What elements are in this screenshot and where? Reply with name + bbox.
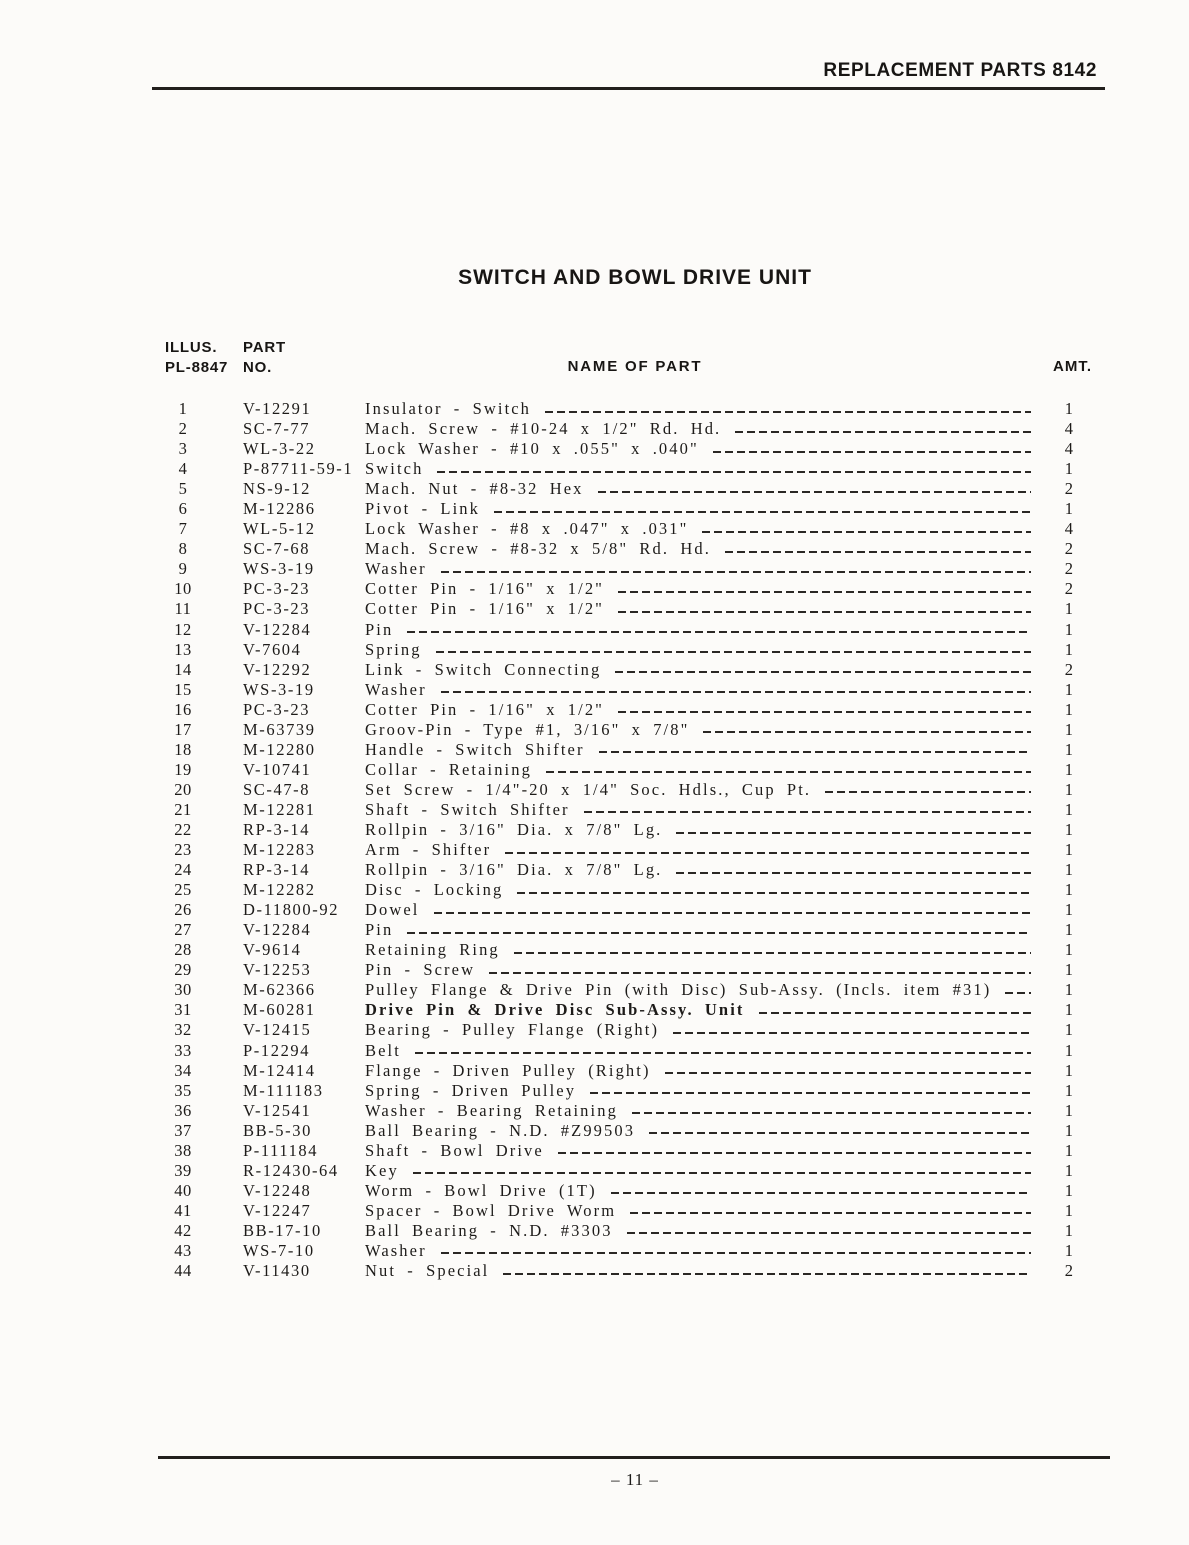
amount-cell: 1: [1064, 1100, 1073, 1120]
part-number-cell: WL-3-22: [243, 439, 316, 459]
amount-cell: 1: [1064, 960, 1073, 980]
dash-leader: [514, 952, 1031, 954]
illus-number-cell: 1: [178, 399, 188, 419]
illus-number-cell: 24: [174, 860, 192, 880]
illus-number-cell: 4: [178, 459, 188, 479]
illus-number-cell: 15: [174, 679, 192, 699]
part-number-cell: V-12284: [243, 920, 312, 940]
dash-leader: [415, 1052, 1031, 1054]
amount-cell: 1: [1064, 1220, 1073, 1240]
illus-number-cell: 32: [174, 1020, 192, 1040]
illus-number-cell: 5: [178, 479, 188, 499]
amount-cell: 1: [1064, 1240, 1073, 1260]
dash-leader: [503, 1273, 1031, 1275]
table-row: [162, 1141, 1073, 1161]
illus-number-cell: 8: [178, 539, 188, 559]
table-row: [162, 1241, 1073, 1261]
table-row: [162, 479, 1073, 499]
part-number-cell: P-12294: [243, 1040, 311, 1060]
dash-leader: [598, 491, 1031, 493]
table-row: [162, 940, 1073, 960]
table-row: [162, 660, 1073, 680]
illus-number-cell: 26: [174, 900, 192, 920]
dash-leader: [489, 972, 1031, 974]
part-name-cell: Lock Washer - #10 x .055" x .040": [365, 439, 699, 459]
amount-cell: 2: [1064, 539, 1073, 559]
amount-cell: 1: [1064, 820, 1073, 839]
part-number-cell: M-63739: [243, 719, 316, 739]
part-number-cell: D-11800-92: [243, 900, 340, 920]
table-row: [162, 419, 1073, 439]
table-row: [162, 960, 1073, 980]
illus-number-cell: 9: [178, 559, 188, 579]
table-row: [162, 459, 1073, 479]
part-number-cell: M-111183: [243, 1080, 324, 1100]
table-row: [162, 820, 1073, 840]
illus-number-cell: 14: [174, 659, 192, 679]
part-name-cell: Pin - Screw: [365, 960, 476, 980]
part-name-cell: Mach. Screw - #10-24 x 1/2" Rd. Hd.: [365, 419, 722, 439]
amount-cell: 4: [1064, 419, 1073, 439]
illus-number-cell: 20: [174, 779, 192, 799]
part-number-cell: P-87711-59-1: [243, 459, 354, 479]
dash-leader: [590, 1092, 1031, 1094]
table-row: [162, 499, 1073, 519]
part-name-cell: Set Screw - 1/4"-20 x 1/4" Soc. Hdls., Cup Pt.: [365, 779, 812, 799]
part-name-cell: Washer - Bearing Retaining: [365, 1100, 618, 1120]
dash-leader: [441, 691, 1031, 693]
table-row: [162, 579, 1073, 599]
illus-number-cell: 40: [174, 1180, 192, 1200]
part-name-cell: Mach. Screw - #8-32 x 5/8" Rd. Hd.: [365, 539, 711, 559]
part-number-cell: M-12283: [243, 840, 316, 860]
table-row: [162, 559, 1073, 579]
illus-number-cell: 21: [174, 799, 192, 819]
part-name-cell: Worm - Bowl Drive (1T): [365, 1180, 597, 1200]
part-number-cell: RP-3-14: [243, 860, 311, 880]
dash-leader: [725, 551, 1031, 553]
amount-cell: 1: [1064, 1200, 1073, 1220]
part-number-cell: SC-7-77: [243, 419, 311, 439]
table-row: [162, 900, 1073, 920]
illus-number-cell: 11: [174, 599, 192, 619]
part-name-cell: Collar - Retaining: [365, 759, 532, 779]
dash-leader: [407, 932, 1031, 934]
part-name-cell: Pivot - Link: [365, 499, 480, 519]
part-number-cell: M-12414: [243, 1060, 316, 1080]
column-header-illus-label: ILLUS.: [165, 339, 218, 356]
dash-leader: [676, 832, 1031, 834]
dash-leader: [599, 751, 1031, 753]
part-name-cell: Key: [365, 1160, 399, 1180]
dash-leader: [759, 1012, 1032, 1014]
illus-number-cell: 6: [178, 499, 188, 519]
part-number-cell: V-12253: [243, 960, 312, 980]
illus-number-cell: 35: [174, 1080, 192, 1100]
table-row: [162, 780, 1073, 800]
column-header-part-label: PART: [243, 339, 286, 356]
illus-number-cell: 38: [174, 1140, 192, 1160]
dash-leader: [673, 1032, 1031, 1034]
illus-number-cell: 34: [174, 1060, 192, 1080]
table-row: [162, 1121, 1073, 1141]
part-number-cell: V-9614: [243, 940, 302, 960]
amount-cell: 1: [1064, 1060, 1073, 1080]
header-rule: [152, 87, 1105, 90]
part-name-cell: Spring - Driven Pulley: [365, 1080, 577, 1100]
part-number-cell: PC-3-23: [243, 579, 311, 599]
dash-leader: [665, 1072, 1031, 1074]
part-number-cell: V-12248: [243, 1180, 312, 1200]
illus-number-cell: 17: [174, 719, 192, 739]
part-number-cell: V-12284: [243, 619, 312, 639]
illus-number-cell: 36: [174, 1100, 192, 1120]
dash-leader: [632, 1112, 1031, 1114]
illus-number-cell: 2: [178, 419, 188, 439]
amount-cell: 1: [1064, 699, 1073, 719]
page-number: – 11 –: [611, 1470, 659, 1489]
dash-leader: [735, 431, 1031, 433]
part-number-cell: RP-3-14: [243, 820, 311, 839]
part-number-cell: WS-3-19: [243, 559, 315, 579]
part-number-cell: M-12286: [243, 499, 316, 519]
illus-number-cell: 28: [174, 940, 192, 960]
table-row: [162, 519, 1073, 539]
part-name-cell: Flange - Driven Pulley (Right): [365, 1060, 651, 1080]
part-name-cell: Cotter Pin - 1/16" x 1/2": [365, 579, 605, 599]
illus-number-cell: 18: [174, 739, 192, 759]
part-name-cell: Shaft - Bowl Drive: [365, 1140, 544, 1160]
amount-cell: 1: [1064, 1080, 1073, 1100]
dash-leader: [627, 1232, 1031, 1234]
table-row: [162, 439, 1073, 459]
dash-leader: [618, 711, 1031, 713]
dash-leader: [413, 1172, 1031, 1174]
table-row: [162, 1041, 1073, 1061]
amount-cell: 1: [1064, 1040, 1073, 1060]
amount-cell: 2: [1064, 479, 1073, 499]
illus-number-cell: 31: [174, 1000, 192, 1020]
dash-leader: [494, 511, 1031, 513]
illus-number-cell: 44: [174, 1261, 192, 1281]
table-row: [162, 640, 1073, 660]
dash-leader: [630, 1212, 1031, 1214]
dash-leader: [649, 1132, 1031, 1134]
amount-cell: 1: [1064, 920, 1073, 940]
part-name-cell: Link - Switch Connecting: [365, 659, 602, 679]
part-name-cell: Bearing - Pulley Flange (Right): [365, 1020, 660, 1040]
amount-cell: 1: [1064, 759, 1073, 779]
part-number-cell: SC-47-8: [243, 779, 311, 799]
parts-table: [162, 399, 1073, 1281]
amount-cell: 1: [1064, 719, 1073, 739]
part-number-cell: V-11430: [243, 1261, 311, 1281]
illus-number-cell: 7: [178, 519, 188, 539]
table-row: [162, 980, 1073, 1000]
part-number-cell: BB-17-10: [243, 1220, 322, 1240]
illus-number-cell: 30: [174, 980, 192, 1000]
part-name-cell: Shaft - Switch Shifter: [365, 799, 570, 819]
part-number-cell: PC-3-23: [243, 599, 311, 619]
table-row: [162, 539, 1073, 559]
part-number-cell: V-12247: [243, 1200, 312, 1220]
dash-leader: [703, 731, 1031, 733]
table-row: [162, 620, 1073, 640]
illus-number-cell: 27: [174, 920, 192, 940]
illus-number-cell: 19: [174, 759, 192, 779]
dash-leader: [436, 651, 1031, 653]
part-number-cell: V-12292: [243, 659, 312, 679]
table-row: [162, 1161, 1073, 1181]
page-title: SWITCH AND BOWL DRIVE UNIT: [458, 266, 812, 289]
part-name-cell: Groov-Pin - Type #1, 3/16" x 7/8": [365, 719, 690, 739]
amount-cell: 1: [1064, 860, 1073, 880]
part-number-cell: PC-3-23: [243, 699, 311, 719]
part-number-cell: V-12291: [243, 399, 312, 419]
amount-cell: 1: [1064, 779, 1073, 799]
column-header-name-of-part: NAME OF PART: [567, 358, 703, 375]
part-number-cell: M-12281: [243, 799, 316, 819]
part-number-cell: V-12541: [243, 1100, 312, 1120]
amount-cell: 1: [1064, 1180, 1073, 1200]
part-name-cell: Pulley Flange & Drive Pin (with Disc) Sub-Assy. (Incls. item #31): [365, 980, 992, 1000]
table-row: [162, 680, 1073, 700]
amount-cell: 1: [1064, 900, 1073, 920]
part-number-cell: M-60281: [243, 1000, 316, 1020]
amount-cell: 2: [1064, 1261, 1073, 1281]
table-row: [162, 880, 1073, 900]
part-number-cell: V-7604: [243, 639, 302, 659]
part-name-cell: Switch: [365, 459, 424, 479]
amount-cell: 1: [1064, 880, 1073, 900]
part-number-cell: V-12415: [243, 1020, 312, 1040]
part-name-cell: Ball Bearing - N.D. #Z99503: [365, 1120, 636, 1140]
table-row: [162, 1081, 1073, 1101]
dash-leader: [558, 1152, 1031, 1154]
illus-number-cell: 3: [178, 439, 188, 459]
part-number-cell: BB-5-30: [243, 1120, 312, 1140]
dash-leader: [825, 791, 1031, 793]
part-name-cell: Pin: [365, 619, 394, 639]
part-name-cell: Spring: [365, 639, 422, 659]
amount-cell: 1: [1064, 1160, 1073, 1180]
illus-number-cell: 39: [174, 1160, 192, 1180]
part-number-cell: SC-7-68: [243, 539, 311, 559]
amount-cell: 1: [1064, 679, 1073, 699]
illus-number-cell: 43: [174, 1240, 192, 1260]
table-row: [162, 1221, 1073, 1241]
amount-cell: 1: [1064, 459, 1073, 479]
part-name-cell: Arm - Shifter: [365, 840, 492, 860]
table-row: [162, 740, 1073, 760]
amount-cell: 1: [1064, 980, 1073, 1000]
dash-leader: [505, 852, 1031, 854]
part-name-cell: Disc - Locking: [365, 880, 504, 900]
part-name-cell: Ball Bearing - N.D. #3303: [365, 1220, 613, 1240]
table-row: [162, 1261, 1073, 1281]
part-number-cell: M-12280: [243, 739, 316, 759]
part-number-cell: WS-3-19: [243, 679, 315, 699]
part-number-cell: NS-9-12: [243, 479, 312, 499]
amount-cell: 1: [1064, 399, 1073, 419]
amount-cell: 1: [1064, 599, 1073, 619]
illus-number-cell: 33: [174, 1040, 192, 1060]
amount-cell: 1: [1064, 1140, 1073, 1160]
amount-cell: 1: [1064, 1120, 1073, 1140]
column-header-amt: AMT.: [1053, 358, 1092, 375]
part-name-cell: Washer: [365, 679, 427, 699]
table-row: [162, 1101, 1073, 1121]
part-name-cell: Rollpin - 3/16" Dia. x 7/8" Lg.: [365, 860, 663, 880]
column-header-plate-number: PL-8847: [165, 359, 229, 376]
part-name-cell: Washer: [365, 1240, 427, 1260]
dash-leader: [437, 471, 1031, 473]
part-name-cell: Cotter Pin - 1/16" x 1/2": [365, 599, 605, 619]
amount-cell: 2: [1064, 579, 1073, 599]
dash-leader: [546, 771, 1031, 773]
table-row: [162, 860, 1073, 880]
table-row: [162, 920, 1073, 940]
amount-cell: 1: [1064, 940, 1073, 960]
illus-number-cell: 25: [174, 880, 192, 900]
dash-leader: [517, 892, 1031, 894]
part-name-cell: Belt: [365, 1040, 401, 1060]
dash-leader: [611, 1192, 1031, 1194]
amount-cell: 2: [1064, 659, 1073, 679]
amount-cell: 1: [1064, 840, 1073, 860]
dash-leader: [615, 671, 1031, 673]
amount-cell: 2: [1064, 559, 1073, 579]
part-name-cell: Handle - Switch Shifter: [365, 739, 585, 759]
part-number-cell: WS-7-10: [243, 1240, 315, 1260]
part-number-cell: M-62366: [243, 980, 316, 1000]
part-number-cell: V-10741: [243, 759, 312, 779]
illus-number-cell: 16: [174, 699, 192, 719]
dash-leader: [584, 811, 1031, 813]
dash-leader: [545, 411, 1031, 413]
table-row: [162, 1201, 1073, 1221]
amount-cell: 1: [1064, 799, 1073, 819]
dash-leader: [407, 631, 1031, 633]
dash-leader: [618, 611, 1031, 613]
dash-leader: [441, 571, 1031, 573]
table-row: [162, 800, 1073, 820]
illus-number-cell: 41: [174, 1200, 192, 1220]
table-row: [162, 1061, 1073, 1081]
table-row: [162, 760, 1073, 780]
part-name-cell: Insulator - Switch: [365, 399, 532, 419]
part-number-cell: R-12430-64: [243, 1160, 339, 1180]
dash-leader: [441, 1252, 1031, 1254]
amount-cell: 1: [1064, 639, 1073, 659]
illus-number-cell: 42: [174, 1220, 192, 1240]
table-row: [162, 1000, 1073, 1020]
part-number-cell: P-111184: [243, 1140, 319, 1160]
footer-rule: [158, 1456, 1110, 1459]
illus-number-cell: 13: [174, 639, 192, 659]
illus-number-cell: 29: [174, 960, 192, 980]
part-name-cell: Pin: [365, 920, 394, 940]
part-name-cell: Washer: [365, 559, 427, 579]
amount-cell: 4: [1064, 519, 1073, 539]
table-row: [162, 599, 1073, 619]
part-name-cell: Retaining Ring: [365, 940, 500, 960]
part-name-cell: Dowel: [365, 900, 420, 920]
table-row: [162, 720, 1073, 740]
illus-number-cell: 22: [174, 820, 192, 839]
table-row: [162, 399, 1073, 419]
amount-cell: 1: [1064, 1000, 1073, 1020]
part-name-cell: Cotter Pin - 1/16" x 1/2": [365, 699, 605, 719]
document-header: REPLACEMENT PARTS 8142: [823, 60, 1097, 81]
table-row: [162, 700, 1073, 720]
dash-leader: [713, 451, 1031, 453]
amount-cell: 1: [1064, 1020, 1073, 1040]
part-name-cell: Mach. Nut - #8-32 Hex: [365, 479, 584, 499]
illus-number-cell: 37: [174, 1120, 192, 1140]
illus-number-cell: 23: [174, 840, 192, 860]
part-number-cell: WL-5-12: [243, 519, 316, 539]
part-name-cell: Rollpin - 3/16" Dia. x 7/8" Lg.: [365, 820, 663, 839]
part-number-cell: M-12282: [243, 880, 316, 900]
column-header-no-label: NO.: [243, 359, 273, 376]
amount-cell: 1: [1064, 739, 1073, 759]
table-row: [162, 1020, 1073, 1040]
amount-cell: 4: [1064, 439, 1073, 459]
dash-leader: [434, 912, 1032, 914]
illus-number-cell: 10: [174, 579, 192, 599]
part-name-cell: Lock Washer - #8 x .047" x .031": [365, 519, 689, 539]
dash-leader: [702, 531, 1031, 533]
part-name-cell: Drive Pin & Drive Disc Sub-Assy. Unit: [365, 1000, 745, 1020]
dash-leader: [676, 872, 1031, 874]
illus-number-cell: 12: [174, 619, 192, 639]
part-name-cell: Nut - Special: [365, 1261, 490, 1281]
dash-leader: [618, 591, 1031, 593]
table-row: [162, 840, 1073, 860]
table-row: [162, 1181, 1073, 1201]
amount-cell: 1: [1064, 619, 1073, 639]
amount-cell: 1: [1064, 499, 1073, 519]
dash-leader: [1005, 992, 1031, 994]
part-name-cell: Spacer - Bowl Drive Worm: [365, 1200, 617, 1220]
